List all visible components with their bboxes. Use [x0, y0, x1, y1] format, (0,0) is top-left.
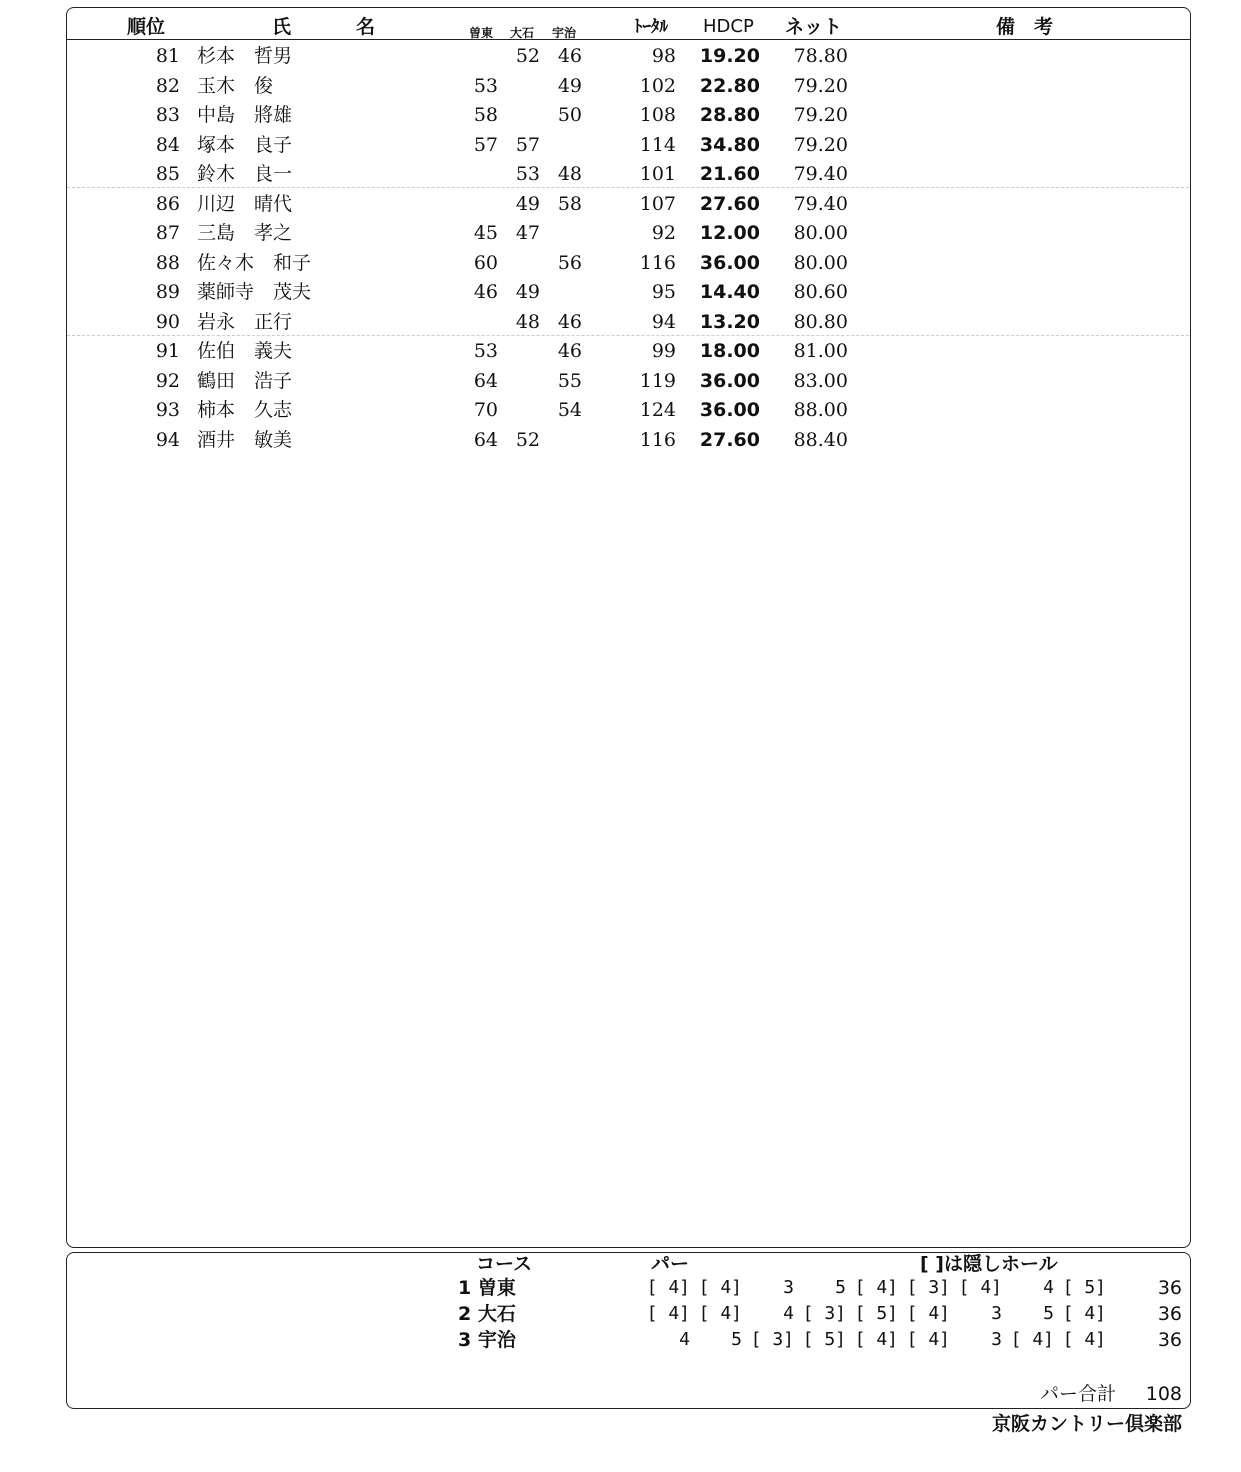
- course1-score: 64: [473, 428, 498, 451]
- hdcp-value: 22.80: [699, 74, 760, 97]
- rank-cell: 90: [155, 310, 180, 333]
- course1-score: 60: [473, 251, 498, 274]
- course1-score: 58: [473, 104, 498, 126]
- par-hole-value: [ 5]: [1062, 1277, 1106, 1298]
- net-score: 88.40: [793, 428, 848, 451]
- name-cell: 鈴木 良一: [197, 163, 293, 185]
- par-hole-value: [ 4]: [854, 1277, 898, 1298]
- par-total-value: 108: [1145, 1383, 1182, 1405]
- course3-score: 58: [557, 192, 582, 215]
- hdcp-value: 34.80: [699, 133, 760, 156]
- hidden-hole-note: [ ]は隠しホール: [920, 1253, 1058, 1275]
- course3-score: 56: [557, 251, 582, 274]
- course1-score: 46: [473, 281, 498, 303]
- par-course-name: 2 大石: [458, 1303, 516, 1325]
- name-cell: 中島 將雄: [197, 104, 293, 126]
- par-hole-value: [ 4]: [906, 1303, 950, 1324]
- par-hole-value: [ 4]: [1062, 1303, 1106, 1324]
- header-course-1: 曽東: [469, 26, 494, 40]
- par-hole-value: 3: [991, 1329, 1002, 1350]
- name-cell: 塚本 良子: [197, 133, 293, 156]
- name-cell: 杉本 哲男: [197, 45, 293, 67]
- par-hole-value: 3: [991, 1303, 1002, 1324]
- course1-score: 45: [473, 222, 498, 244]
- header-hdcp: HDCP: [703, 16, 754, 37]
- total-score: 102: [639, 74, 676, 97]
- course2-score: 48: [515, 310, 540, 333]
- course1-score: 57: [473, 133, 498, 156]
- hdcp-value: 27.60: [699, 428, 760, 451]
- course3-score: 54: [557, 399, 582, 421]
- total-score: 116: [639, 428, 676, 451]
- hdcp-value: 19.20: [699, 45, 760, 67]
- par-hole-value: 4: [679, 1329, 690, 1350]
- total-score: 99: [651, 340, 676, 362]
- par-hole-value: [ 3]: [802, 1303, 846, 1324]
- rank-cell: 88: [155, 251, 180, 274]
- total-score: 94: [651, 310, 676, 333]
- total-score: 92: [651, 222, 676, 244]
- course2-score: 52: [515, 428, 540, 451]
- name-cell: 鶴田 浩子: [197, 369, 293, 392]
- par-hole-value: [ 4]: [698, 1303, 742, 1324]
- course2-score: 47: [515, 222, 540, 244]
- header-course-2: 大石: [510, 26, 535, 40]
- rank-cell: 85: [155, 163, 180, 185]
- rank-cell: 81: [155, 45, 180, 67]
- hdcp-value: 14.40: [699, 281, 760, 303]
- course3-score: 46: [557, 310, 582, 333]
- par-course-name: 1 曽東: [458, 1277, 516, 1299]
- header-remarks: 備 考: [996, 16, 1054, 38]
- course2-score: 49: [515, 192, 540, 215]
- table-row: [0, 426, 1241, 455]
- name-cell: 佐々木 和子: [197, 251, 312, 274]
- net-score: 79.20: [793, 133, 848, 156]
- rank-cell: 92: [155, 369, 180, 392]
- par-label: パー: [651, 1253, 690, 1275]
- name-cell: 川辺 晴代: [197, 192, 293, 215]
- net-score: 78.80: [793, 45, 848, 67]
- net-score: 81.00: [793, 340, 848, 362]
- table-row: [0, 308, 1241, 337]
- club-name: 京阪カントリー倶楽部: [991, 1413, 1182, 1435]
- course2-score: 49: [515, 281, 540, 303]
- course1-score: 70: [473, 399, 498, 421]
- total-score: 101: [639, 163, 676, 185]
- hdcp-value: 28.80: [699, 104, 760, 126]
- total-score: 116: [639, 251, 676, 274]
- par-hole-value: [ 4]: [906, 1329, 950, 1350]
- hdcp-value: 18.00: [699, 340, 760, 362]
- par-hole-value: 4: [1043, 1277, 1054, 1298]
- rank-cell: 87: [155, 222, 180, 244]
- hdcp-value: 27.60: [699, 192, 760, 215]
- net-score: 83.00: [793, 369, 848, 392]
- par-hole-value: 5: [731, 1329, 742, 1350]
- par-course-label: コース: [476, 1253, 533, 1275]
- course2-score: 52: [515, 45, 540, 67]
- rank-cell: 89: [155, 281, 180, 303]
- par-hole-value: [ 4]: [646, 1277, 690, 1298]
- header-name-last: 名: [356, 16, 376, 38]
- par-hole-value: [ 3]: [750, 1329, 794, 1350]
- course3-score: 50: [557, 104, 582, 126]
- total-score: 98: [651, 45, 676, 67]
- par-hole-value: [ 4]: [958, 1277, 1002, 1298]
- rank-cell: 93: [155, 399, 180, 421]
- hdcp-value: 36.00: [699, 251, 760, 274]
- table-row: [0, 396, 1241, 425]
- course3-score: 48: [557, 163, 582, 185]
- rank-cell: 84: [155, 133, 180, 156]
- table-row: [0, 42, 1241, 71]
- net-score: 79.40: [793, 192, 848, 215]
- rank-cell: 82: [155, 74, 180, 97]
- par-hole-value: 5: [835, 1277, 846, 1298]
- total-score: 119: [639, 369, 676, 392]
- hdcp-value: 12.00: [699, 222, 760, 244]
- par-total-label: パー合計: [1040, 1383, 1117, 1405]
- name-cell: 酒井 敏美: [197, 428, 293, 451]
- table-row: [0, 190, 1241, 219]
- course2-score: 57: [515, 133, 540, 156]
- par-hole-value: [ 4]: [646, 1303, 690, 1324]
- rank-cell: 91: [155, 340, 180, 362]
- total-score: 107: [639, 192, 676, 215]
- name-cell: 佐伯 義夫: [197, 340, 293, 362]
- par-course-name: 3 宇治: [458, 1329, 516, 1351]
- total-score: 95: [651, 281, 676, 303]
- net-score: 80.60: [793, 281, 848, 303]
- header-rank: 順位: [127, 16, 166, 38]
- net-score: 80.80: [793, 310, 848, 333]
- net-score: 88.00: [793, 399, 848, 421]
- table-row: [0, 160, 1241, 189]
- hdcp-value: 21.60: [699, 163, 760, 185]
- course1-score: 64: [473, 369, 498, 392]
- hdcp-value: 13.20: [699, 310, 760, 333]
- par-hole-value: [ 5]: [854, 1303, 898, 1324]
- par-course-total: 36: [1157, 1303, 1182, 1325]
- header-course-3: 宇治: [552, 26, 577, 40]
- name-cell: 岩永 正行: [197, 310, 293, 333]
- rank-cell: 94: [155, 428, 180, 451]
- rank-cell: 83: [155, 104, 180, 126]
- total-score: 114: [639, 133, 676, 156]
- header-name-first: 氏: [272, 16, 292, 38]
- par-hole-value: [ 4]: [698, 1277, 742, 1298]
- par-hole-value: [ 4]: [854, 1329, 898, 1350]
- header-net: ネット: [785, 16, 843, 38]
- net-score: 79.20: [793, 74, 848, 97]
- name-cell: 薬師寺 茂夫: [197, 281, 312, 303]
- par-course-total: 36: [1157, 1277, 1182, 1299]
- total-score: 108: [639, 104, 676, 126]
- course3-score: 46: [557, 45, 582, 67]
- table-row: [0, 337, 1241, 366]
- par-hole-value: [ 3]: [906, 1277, 950, 1298]
- par-hole-value: [ 4]: [1062, 1329, 1106, 1350]
- table-row: [0, 131, 1241, 160]
- table-row: [0, 249, 1241, 278]
- par-course-total: 36: [1157, 1329, 1182, 1351]
- hdcp-value: 36.00: [699, 399, 760, 421]
- course1-score: 53: [473, 74, 498, 97]
- par-hole-value: 4: [783, 1303, 794, 1324]
- net-score: 80.00: [793, 222, 848, 244]
- header-total: ﾄｰﾀﾙ: [634, 17, 668, 37]
- hdcp-value: 36.00: [699, 369, 760, 392]
- par-hole-value: 3: [783, 1277, 794, 1298]
- net-score: 79.40: [793, 163, 848, 185]
- course1-score: 53: [473, 340, 498, 362]
- header-rule: [66, 39, 1191, 40]
- par-hole-value: [ 4]: [1010, 1329, 1054, 1350]
- par-hole-value: 5: [1043, 1303, 1054, 1324]
- course3-score: 55: [557, 369, 582, 392]
- net-score: 79.20: [793, 104, 848, 126]
- course3-score: 46: [557, 340, 582, 362]
- table-row: [0, 278, 1241, 307]
- table-row: [0, 219, 1241, 248]
- par-hole-value: [ 5]: [802, 1329, 846, 1350]
- name-cell: 三島 孝之: [197, 222, 293, 244]
- table-row: [0, 367, 1241, 396]
- rank-cell: 86: [155, 192, 180, 215]
- table-row: [0, 101, 1241, 130]
- name-cell: 柿本 久志: [197, 399, 293, 421]
- total-score: 124: [639, 399, 676, 421]
- course3-score: 49: [557, 74, 582, 97]
- course2-score: 53: [515, 163, 540, 185]
- table-row: [0, 72, 1241, 101]
- name-cell: 玉木 俊: [197, 74, 274, 97]
- net-score: 80.00: [793, 251, 848, 274]
